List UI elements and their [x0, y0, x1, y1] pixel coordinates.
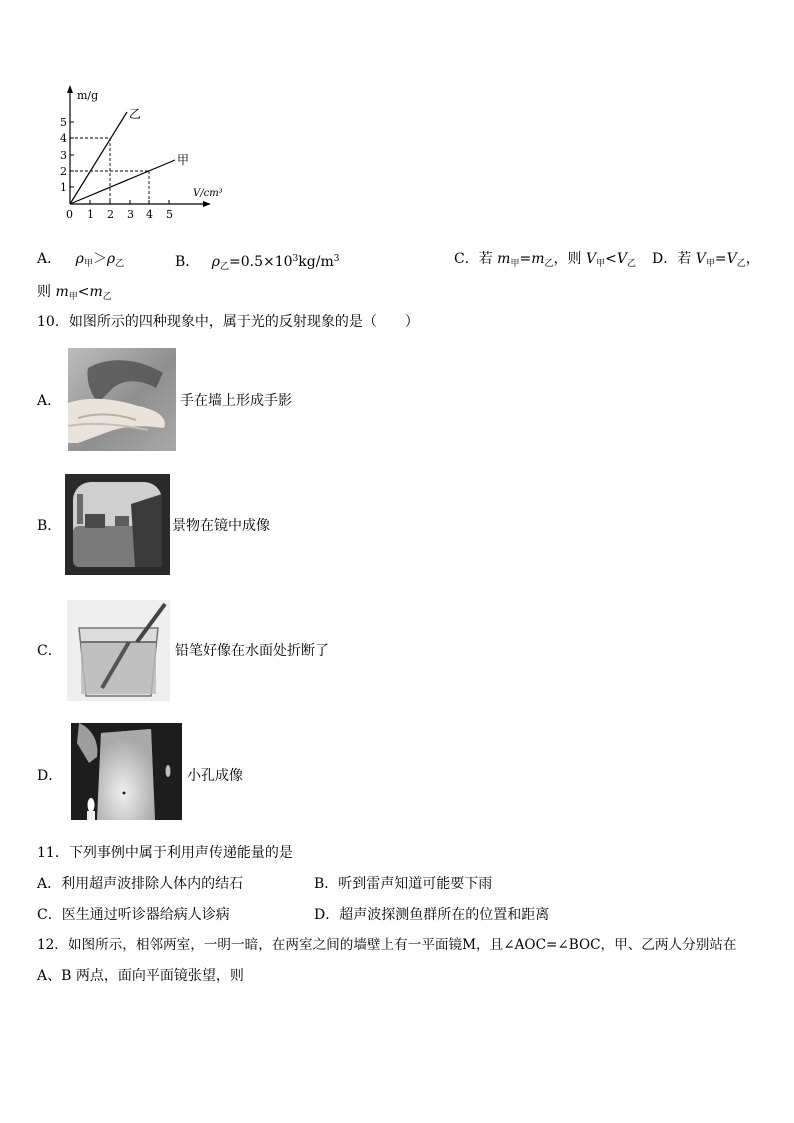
- q11-option-c: C．医生通过听诊器给病人诊病: [37, 907, 230, 923]
- q11-option-b: B．听到雷声知道可能要下雨: [314, 876, 493, 892]
- side-mirror-photo: [65, 474, 170, 575]
- x-ticks: [90, 200, 169, 204]
- x-tick-label: 1: [87, 208, 94, 221]
- y-axis-arrow: [67, 85, 73, 93]
- q12-stem-line1: 12．如图所示，相邻两室，一明一暗，在两室之间的墙壁上有一平面镜M，且∠AOC=∠BOC，甲、乙两人分别站在: [37, 937, 737, 953]
- line-yi-label: 乙: [129, 107, 142, 121]
- origin-label: 0: [66, 208, 73, 221]
- x-tick-label: 3: [127, 208, 134, 221]
- line-yi: [70, 112, 127, 204]
- y-tick-label: 1: [60, 181, 67, 194]
- q10-option-a-caption: 手在墙上形成手影: [180, 393, 292, 409]
- y-tick-label: 5: [60, 116, 67, 129]
- q9-option-d: D．若 $V_甲=V_乙$，: [652, 251, 760, 269]
- q9-option-d-continued: 则 $m_甲<m_乙$: [37, 284, 112, 302]
- x-axis-label: V/cm³: [193, 188, 223, 199]
- y-tick-label: 4: [60, 132, 67, 145]
- pinhole-camera-photo: [71, 723, 182, 820]
- mass-volume-graph: [55, 82, 235, 222]
- hand-shadow-photo: [68, 348, 176, 451]
- x-tick-label: 2: [107, 208, 114, 221]
- line-jia: [70, 160, 175, 204]
- q9-option-c: C．若 $m_甲=m_乙$，则 $V_甲<V_乙$: [454, 251, 636, 269]
- x-tick-label: 4: [146, 208, 153, 221]
- q10-option-b-caption: 景物在镜中成像: [172, 518, 270, 534]
- q10-option-c-caption: 铅笔好像在水面处折断了: [175, 643, 329, 659]
- y-axis-label: m/g: [77, 89, 99, 102]
- dashed-guides: [70, 138, 149, 204]
- x-axis-arrow: [203, 201, 211, 207]
- q9-option-a: A． $\rho_甲>\rho_乙$: [37, 251, 125, 269]
- q9-option-b: B． $\rho_乙=0.5\times 10^3kg/m^3$: [175, 254, 340, 272]
- q10-option-d-caption: 小孔成像: [187, 768, 243, 784]
- y-tick-label: 2: [60, 165, 67, 178]
- q10-option-c-letter: C．: [37, 643, 62, 659]
- q12-stem-line2: A、B 两点，面向平面镜张望，则: [37, 968, 244, 984]
- q10-option-b-letter: B．: [37, 518, 62, 534]
- q10-option-d-letter: D．: [37, 768, 63, 784]
- line-jia-label: 甲: [177, 153, 190, 167]
- x-tick-label: 5: [166, 208, 173, 221]
- y-tick-label: 3: [60, 149, 67, 162]
- q10-stem: 10．如图所示的四种现象中，属于光的反射现象的是（ ）: [37, 314, 419, 330]
- q11-stem: 11．下列事例中属于利用声传递能量的是: [37, 845, 293, 861]
- q10-option-a-letter: A．: [37, 393, 62, 409]
- q11-option-a: A．利用超声波排除人体内的结石: [37, 876, 244, 892]
- q11-option-d: D．超声波探测鱼群所在的位置和距离: [314, 907, 550, 923]
- pencil-in-water-photo: [67, 600, 170, 701]
